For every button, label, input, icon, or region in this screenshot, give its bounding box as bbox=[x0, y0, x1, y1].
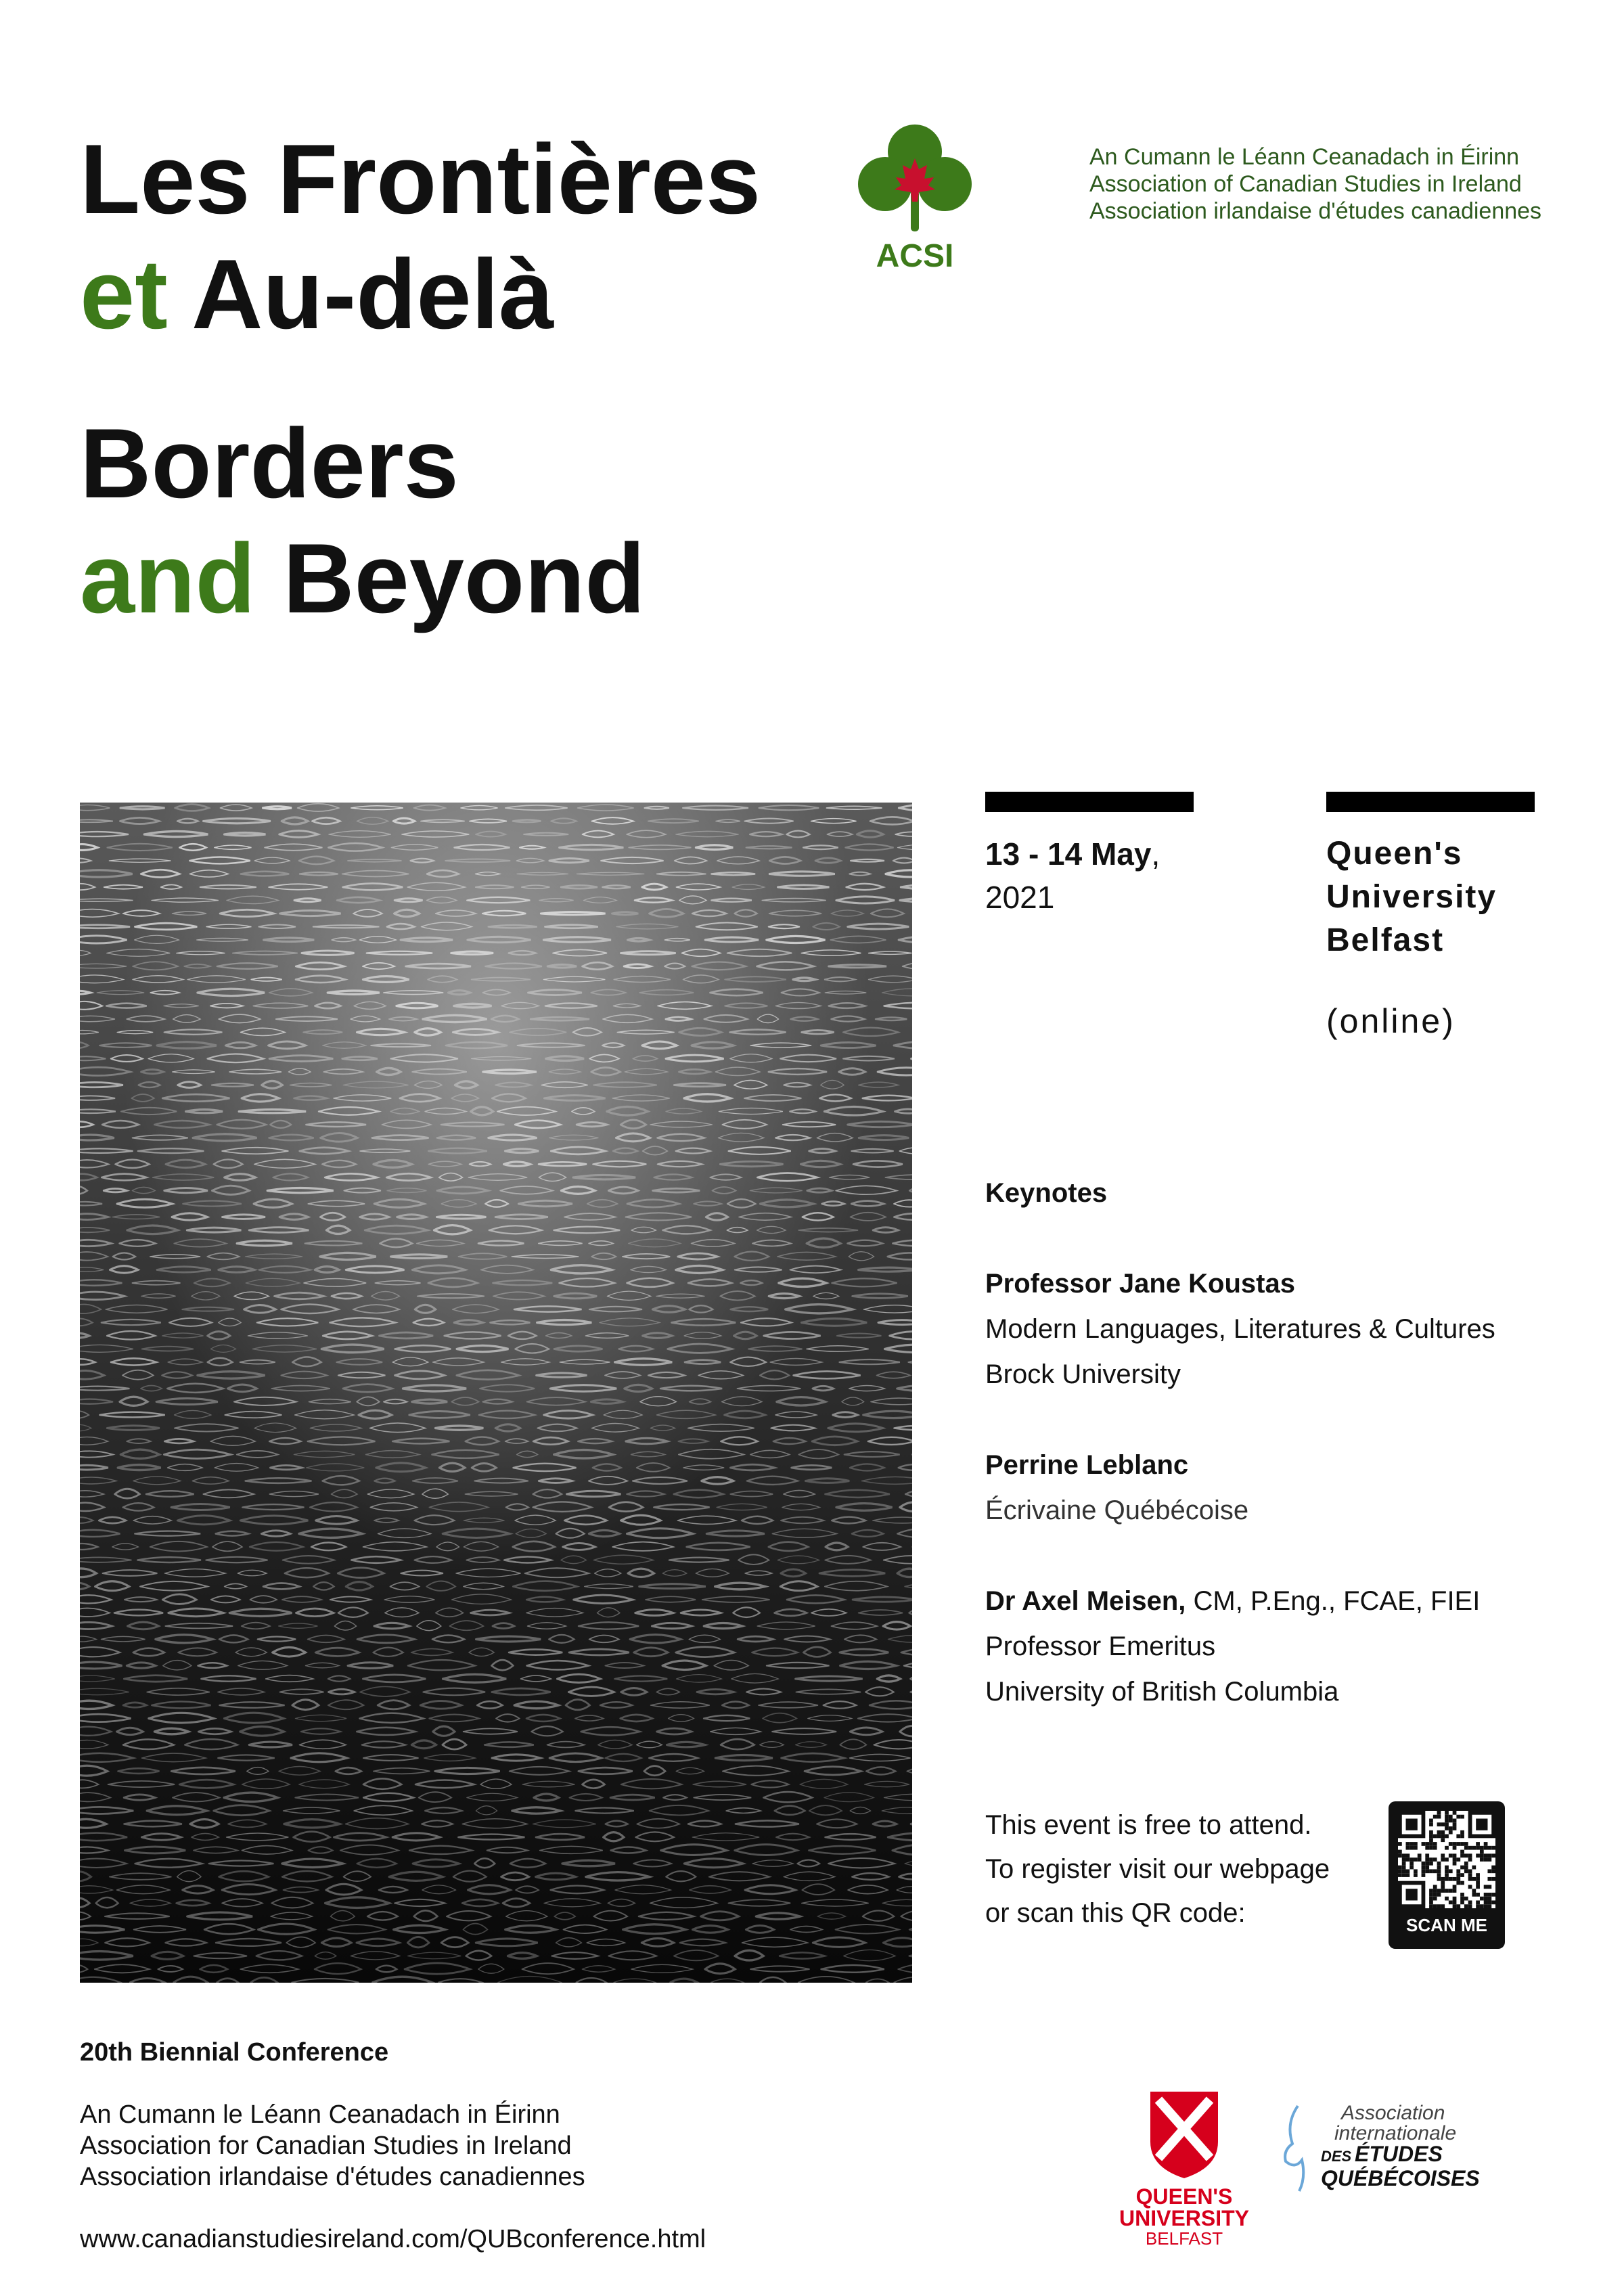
speaker-name-text: Perrine Leblanc bbox=[985, 1450, 1189, 1480]
qub-name-line: QUEEN'S bbox=[1135, 2184, 1233, 2209]
event-date bbox=[985, 832, 1160, 919]
acsi-acronym: ACSI bbox=[876, 238, 954, 272]
qub-name-line: BELFAST bbox=[1145, 2228, 1223, 2249]
title-fr-line1: Les Frontières bbox=[80, 124, 761, 234]
association-name-ga: An Cumann le Léann Ceanadach in Éirinn bbox=[1089, 144, 1520, 170]
aieq-name-line: DES bbox=[1321, 2148, 1352, 2165]
speaker-affiliation: Écrivaine Québécoise bbox=[985, 1495, 1249, 1525]
conference-edition: 20th Biennial Conference bbox=[80, 2038, 389, 2067]
event-mode: (online) bbox=[1326, 1002, 1456, 1040]
fleur-de-lis-outline-icon bbox=[1285, 2106, 1303, 2191]
speaker-name-text: Professor Jane Koustas bbox=[985, 1269, 1295, 1299]
keynotes-section bbox=[985, 1171, 1594, 1715]
register-line: To register visit our webpage bbox=[985, 1854, 1330, 1884]
title-fr-accent: et bbox=[80, 239, 168, 349]
aieq-name-line: Association bbox=[1341, 2102, 1445, 2124]
title-en-rest: Beyond bbox=[255, 523, 646, 633]
queens-university-belfast-logo bbox=[1103, 2088, 1265, 2250]
venue-line: Belfast bbox=[1326, 922, 1445, 958]
speaker-affiliation: Modern Languages, Literatures & Cultures bbox=[985, 1314, 1495, 1344]
qub-name-line: UNIVERSITY bbox=[1119, 2206, 1250, 2230]
venue-line: University bbox=[1326, 879, 1497, 915]
water-ripples-photo bbox=[80, 803, 912, 1983]
venue-divider-bar bbox=[1326, 792, 1535, 812]
qr-code-icon bbox=[1398, 1811, 1495, 1908]
title-en-line1: Borders bbox=[80, 408, 459, 518]
speaker-name bbox=[985, 1443, 1594, 1488]
acsi-shamrock-logo bbox=[854, 116, 976, 272]
qr-scan-label: SCAN ME bbox=[1406, 1915, 1487, 1935]
aieq-name-line: ÉTUDES bbox=[1355, 2142, 1443, 2166]
register-line: This event is free to attend. bbox=[985, 1810, 1312, 1840]
association-name-en: Association of Canadian Studies in Ireland bbox=[1089, 171, 1522, 197]
registration-info bbox=[985, 1803, 1330, 1935]
title-en-accent: and bbox=[80, 523, 256, 633]
speaker-affiliation: Professor Emeritus bbox=[985, 1631, 1216, 1661]
title-en-line2 bbox=[80, 521, 646, 636]
event-venue bbox=[1326, 832, 1497, 962]
aieq-logo bbox=[1279, 2096, 1522, 2198]
date-divider-bar bbox=[985, 792, 1194, 812]
event-date-range: 13 - 14 May bbox=[985, 836, 1152, 872]
title-english bbox=[80, 406, 646, 636]
speaker-affiliation: Brock University bbox=[985, 1359, 1181, 1389]
event-year: 2021 bbox=[985, 880, 1055, 915]
conference-url-link[interactable]: www.canadianstudiesireland.com/QUBconference.html bbox=[80, 2225, 706, 2253]
aieq-name-line: QUÉBÉCOISES bbox=[1321, 2166, 1480, 2190]
title-fr-line2 bbox=[80, 237, 761, 352]
title-fr-rest: Au-delà bbox=[167, 239, 554, 349]
title-french bbox=[80, 122, 761, 352]
footer-name-en: Association for Canadian Studies in Ireland bbox=[80, 2132, 572, 2160]
association-names-header bbox=[1089, 143, 1541, 225]
event-date-sep: , bbox=[1151, 836, 1160, 872]
association-name-fr: Association irlandaise d'études canadiennes bbox=[1089, 198, 1542, 224]
footer-name-fr: Association irlandaise d'études canadiennes bbox=[80, 2163, 585, 2191]
keynotes-heading: Keynotes bbox=[985, 1178, 1108, 1208]
qr-code[interactable] bbox=[1389, 1801, 1505, 1949]
footer bbox=[80, 2037, 706, 2255]
speaker-credentials: CM, P.Eng., FCAE, FIEI bbox=[1186, 1586, 1481, 1616]
register-line: or scan this QR code: bbox=[985, 1898, 1246, 1928]
speaker-name bbox=[985, 1261, 1594, 1307]
venue-line: Queen's bbox=[1326, 836, 1463, 872]
speaker-name-text: Dr Axel Meisen, bbox=[985, 1586, 1186, 1616]
speaker-affiliation: University of British Columbia bbox=[985, 1677, 1339, 1707]
speaker-name bbox=[985, 1579, 1594, 1624]
footer-name-ga: An Cumann le Léann Ceanadach in Éirinn bbox=[80, 2100, 560, 2129]
aieq-name-line: internationale bbox=[1334, 2122, 1457, 2144]
